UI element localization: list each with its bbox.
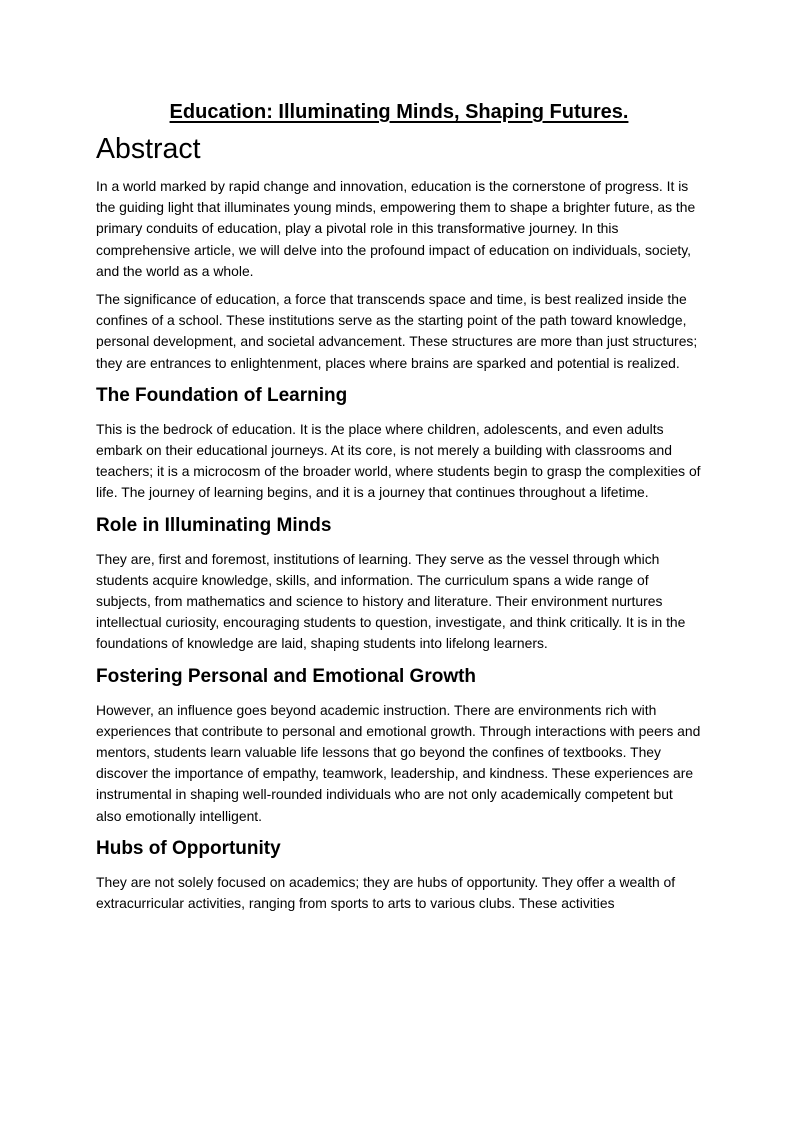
abstract-paragraph-1: In a world marked by rapid change and innovation, education is the cornerstone of progress. It is the guiding light that illuminates young minds, empowering them to shape a brighter future, as the primary conduits of education, play a pivotal role in this transformative journey. In this comprehensive article, we will delve into the profound impact of education on individuals, society, and the world as a whole. — [96, 178, 696, 279]
abstract-heading: Abstract — [96, 133, 201, 165]
document-title: Education: Illuminating Minds, Shaping Futures. — [169, 101, 629, 123]
section-heading-foundation: The Foundation of Learning — [96, 384, 348, 406]
section-heading-hubs-of-opportunity: Hubs of Opportunity — [96, 837, 281, 859]
section-heading-personal-growth: Fostering Personal and Emotional Growth — [96, 665, 477, 687]
section-paragraph-hubs-of-opportunity: They are not solely focused on academics; they are hubs of opportunity. They offer a wealth of extracurricular activities, ranging from sports to arts to various clubs. These activities — [96, 873, 676, 912]
section-paragraph-personal-growth: However, an influence goes beyond academic instruction. There are environments rich with experiences that contribute to personal and emotional growth. Through interactions with peers and mentors, students learn valuable life lessons that go beyond the confines of textbooks. They discover the importance of empathy, teamwork, leadership, and kindness. These experiences are instrumental in shaping well-rounded individuals who are not only academically competent but also emotionally intelligent. — [96, 701, 701, 824]
section-paragraph-foundation: This is the bedrock of education. It is the place where children, adolescents, and even adults embark on their educational journeys. At its core, is not merely a building with classrooms and teachers; it is a microcosm of the broader world, where students begin to grasp the complexities of life. The journey of learning begins, and it is a journey that continues throughout a lifetime. — [96, 420, 701, 501]
section-paragraph-illuminating-minds: They are, first and foremost, institutions of learning. They serve as the vessel through which students acquire knowledge, skills, and information. The curriculum spans a wide range of subjects, from mathematics and science to history and literature. Their environment nurtures intellectual curiosity, encouraging students to question, investigate, and think critically. It is in the foundations of knowledge are laid, shaping students into lifelong learners. — [96, 550, 686, 652]
section-heading-illuminating-minds: Role in Illuminating Minds — [96, 514, 332, 536]
abstract-paragraph-2: The significance of education, a force that transcends space and time, is best realized inside the confines of a school. These institutions serve as the starting point of the path toward knowledge, personal development, and societal advancement. These structures are more than just structures; they are entrances to enlightenment, places where brains are sparked and potential is realized. — [96, 291, 698, 371]
document-page — [96, 96, 702, 921]
